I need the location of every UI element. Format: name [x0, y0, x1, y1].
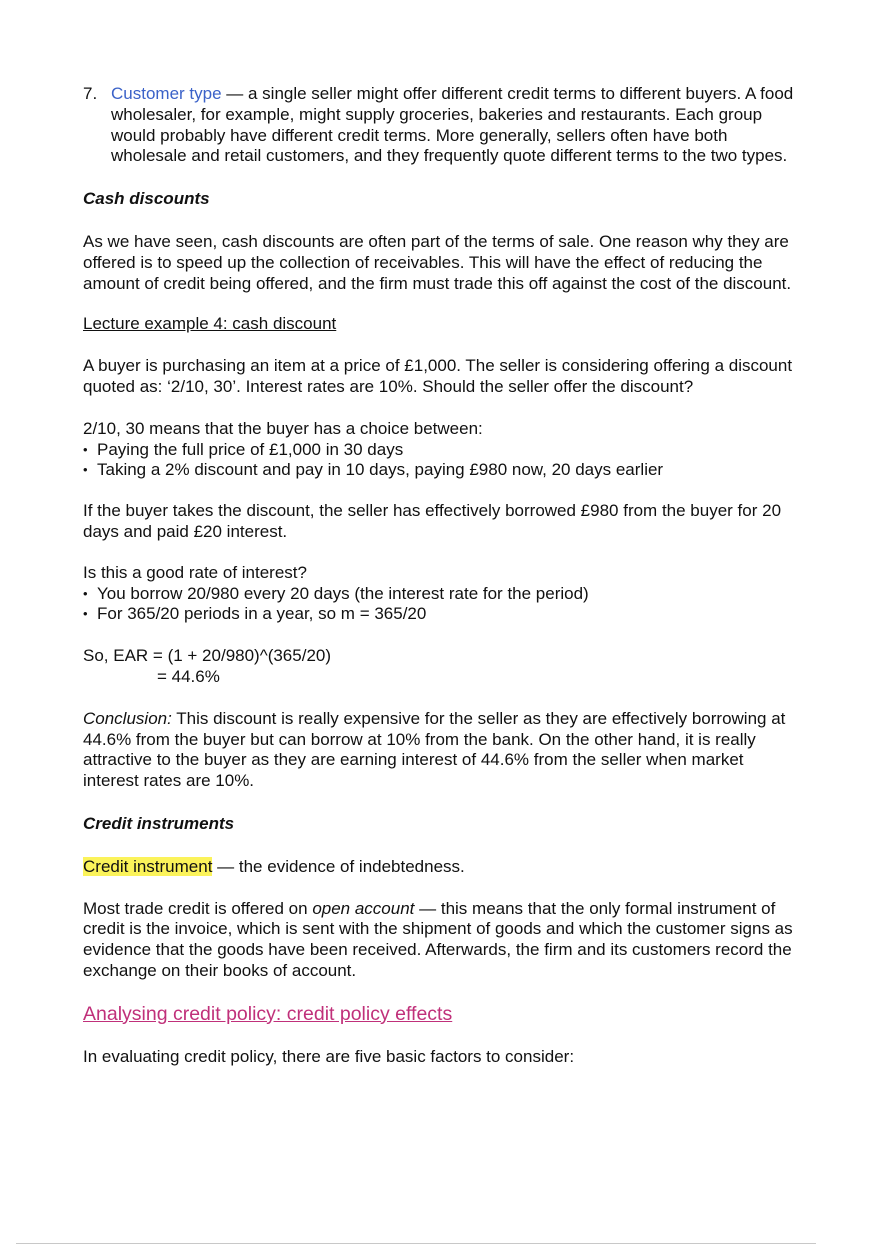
credit-instrument-definition: [83, 857, 803, 878]
choice-item: • Taking a 2% discount and pay in 10 days, paying £980 now, 20 days earlier: [83, 460, 803, 481]
open-account-text-before: Most trade credit is offered on: [83, 898, 313, 918]
credit-instruments-heading: Credit instruments: [83, 813, 235, 833]
customer-type-term: Customer type: [111, 84, 222, 103]
rate-question: Is this a good rate of interest?: [83, 562, 307, 582]
borrow-paragraph: If the buyer takes the discount, the seller has effectively borrowed £980 from the buyer for 20 days and paid £20 interest.: [83, 501, 782, 541]
open-account-paragraph: [83, 899, 803, 982]
conclusion-label: Conclusion:: [83, 708, 172, 728]
rate-point: • You borrow 20/980 every 20 days (the interest rate for the period): [83, 584, 803, 605]
choice-intro: 2/10, 30 means that the buyer has a choice between:: [83, 418, 483, 438]
open-account-term: open account: [312, 898, 415, 918]
cash-discounts-paragraph: As we have seen, cash discounts are often part of the terms of sale. One reason why they are offered is to speed up the collection of receivables. This will have the effect of reducing the amount of credit being offered, and the firm must trade this off against the cost of the discount.: [83, 231, 792, 293]
list-item-customer-type: [83, 84, 803, 167]
credit-instrument-term: Credit instrument: [83, 856, 213, 876]
example-title: Lecture example 4: cash discount: [83, 314, 337, 334]
open-account-text-after: — this means that the only formal instrument of credit is the invoice, which is sent with the shipment of goods and which the customer signs as evidence that the goods have been received. Afterwards, the firm and its customers record the exchange on their books of account.: [83, 898, 793, 980]
analysing-credit-policy-heading[interactable]: Analysing credit policy: credit policy effects: [83, 1002, 453, 1025]
customer-type-text: — a single seller might offer different credit terms to different buyers. A food wholesaler, for example, might supply groceries, bakeries and restaurants. Each group would probably have different credit terms. More generally, sellers often have both wholesale and retail customers, and they frequently quote different terms to the two types.: [111, 84, 794, 166]
footer-divider: [16, 1243, 816, 1244]
example-question: A buyer is purchasing an item at a price of £1,000. The seller is considering offering a discount quoted as: ‘2/10, 30’. Interest rates are 10%. Should the seller offer the discount?: [83, 356, 793, 396]
document-page: [83, 84, 803, 1068]
rate-point: • For 365/20 periods in a year, so m = 365/20: [83, 604, 803, 625]
choice-item: • Paying the full price of £1,000 in 30 days: [83, 440, 803, 461]
analysing-intro: In evaluating credit policy, there are five basic factors to consider:: [83, 1046, 575, 1066]
conclusion-paragraph: [83, 709, 803, 792]
ear-formula: So, EAR = (1 + 20/980)^(365/20): [83, 646, 332, 666]
cash-discounts-heading: Cash discounts: [83, 189, 210, 209]
list-number: 7.: [83, 84, 98, 103]
credit-instrument-def-text: — the evidence of indebtedness.: [212, 856, 465, 876]
conclusion-text: This discount is really expensive for the seller as they are effectively borrowing at 44.6% from the buyer but can borrow at 10% from the bank. On the other hand, it is really attractive to the buyer as they are earning interest of 44.6% from the seller when market interest rates are 10%.: [83, 708, 786, 791]
ear-result: = 44.6%: [157, 666, 220, 686]
